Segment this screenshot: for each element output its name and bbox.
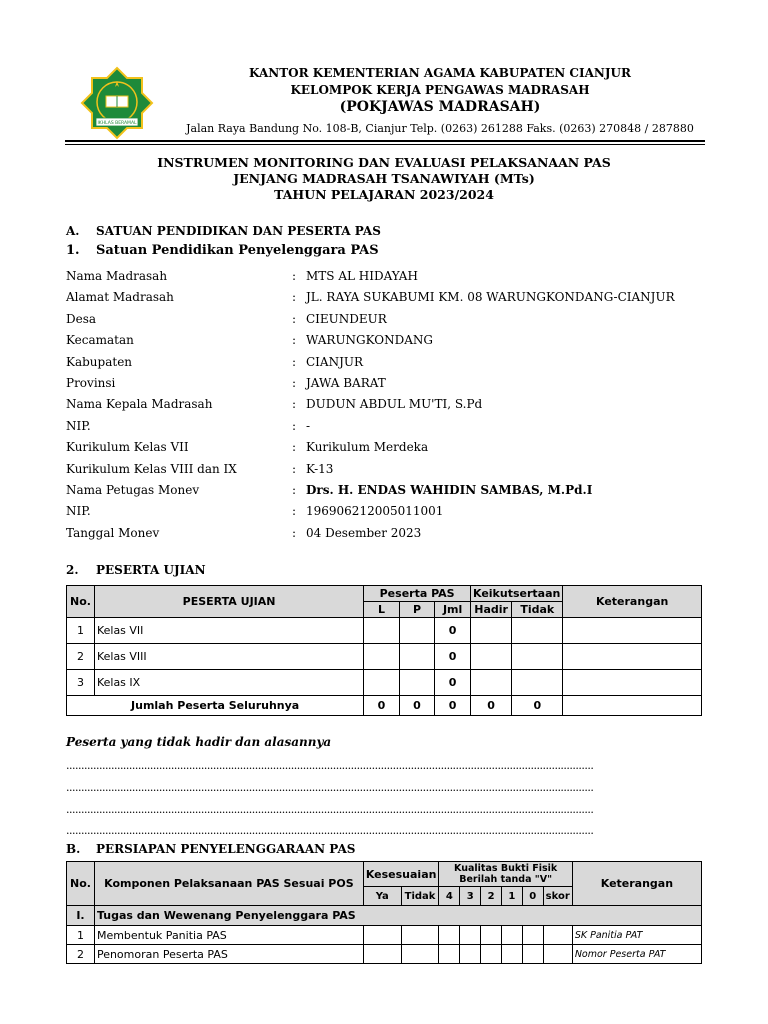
dotted-line-1: ................................................................................................................................................................................ xyxy=(66,759,594,772)
section-a1-num: 1. xyxy=(66,243,80,258)
t2-cell-check[interactable] xyxy=(481,945,502,964)
t1-header-keterangan: Keterangan xyxy=(563,586,702,618)
header-line-3: (POKJAWAS MADRASAH) xyxy=(339,99,541,115)
t1-header-hadir: Hadir xyxy=(471,602,512,618)
t1-header-l: L xyxy=(364,602,400,618)
section-a2-num: 2. xyxy=(66,563,79,577)
t1-cell-tidak xyxy=(512,644,563,670)
t2-cell-check[interactable] xyxy=(522,945,543,964)
preparation-table xyxy=(66,861,702,964)
t2-header-no: No. xyxy=(67,862,95,906)
section-b-title: PERSIAPAN PENYELENGGARAAN PAS xyxy=(96,842,356,856)
t2-group-no: I. xyxy=(67,906,95,926)
t1-cell-hadir xyxy=(471,670,512,696)
t1-cell-jml: 0 xyxy=(435,670,471,696)
t2-header-keterangan: Keterangan xyxy=(572,862,701,906)
t1-cell-p xyxy=(399,644,435,670)
doc-title-3: TAHUN PELAJARAN 2023/2024 xyxy=(274,187,494,202)
t1-header-tidak: Tidak xyxy=(512,602,563,618)
doc-title-1: INSTRUMEN MONITORING DAN EVALUASI PELAKSANAAN PAS xyxy=(157,155,611,170)
t2-header-komponen: Komponen Pelaksanaan PAS Sesuai POS xyxy=(94,862,363,906)
t2-cell-check[interactable] xyxy=(481,926,502,945)
info-value: 196906212005011001 xyxy=(306,504,444,519)
t1-header-peserta: PESERTA UJIAN xyxy=(94,586,363,618)
t1-total-ket xyxy=(563,696,702,716)
info-colon: : xyxy=(292,440,297,455)
t1-cell-name: Kelas VII xyxy=(94,618,363,644)
t2-header-1: 1 xyxy=(501,887,522,906)
t2-cell-check[interactable] xyxy=(439,945,460,964)
info-label: Kecamatan xyxy=(66,333,134,348)
t1-cell-tidak xyxy=(512,618,563,644)
info-value: CIEUNDEUR xyxy=(306,311,387,326)
t1-total-p: 0 xyxy=(399,696,435,716)
t2-group-row xyxy=(67,906,702,926)
t2-header-kesesuaian: Kesesuaian xyxy=(363,862,439,887)
info-colon: : xyxy=(292,461,297,476)
info-colon: : xyxy=(292,397,297,412)
t2-cell-check[interactable] xyxy=(363,926,401,945)
t1-cell-name: Kelas VIII xyxy=(94,644,363,670)
t1-cell-l xyxy=(364,670,400,696)
section-a-title: SATUAN PENDIDIKAN DAN PESERTA PAS xyxy=(96,224,381,238)
info-label: Kabupaten xyxy=(66,354,133,369)
t2-cell-check[interactable] xyxy=(401,926,439,945)
t1-header-keikutsertaan: Keikutsertaan xyxy=(471,586,563,602)
header-line-2: KELOMPOK KERJA PENGAWAS MADRASAH xyxy=(290,83,590,97)
t2-header-2: 2 xyxy=(481,887,502,906)
header-line-1: KANTOR KEMENTERIAN AGAMA KABUPATEN CIANJUR xyxy=(249,66,631,80)
info-label: NIP. xyxy=(66,418,91,433)
t1-cell-no: 3 xyxy=(67,670,95,696)
header-address: Jalan Raya Bandung No. 108-B, Cianjur Telp. (0263) 261288 Faks. (0263) 270848 / 287880 xyxy=(186,122,694,135)
section-a-num: A. xyxy=(66,224,80,238)
t1-total-tidak: 0 xyxy=(512,696,563,716)
t1-cell-tidak xyxy=(512,670,563,696)
info-colon: : xyxy=(292,418,297,433)
info-label: NIP. xyxy=(66,504,91,519)
t1-cell-ket xyxy=(563,670,702,696)
t2-cell-check[interactable] xyxy=(543,945,572,964)
t1-header-no: No. xyxy=(67,586,95,618)
info-colon: : xyxy=(292,333,297,348)
t2-cell-name: Membentuk Panitia PAS xyxy=(94,926,363,945)
t1-cell-p xyxy=(399,618,435,644)
t1-cell-ket xyxy=(563,644,702,670)
absent-note: Peserta yang tidak hadir dan alasannya xyxy=(66,735,332,749)
t1-total-label: Jumlah Peserta Seluruhnya xyxy=(67,696,364,716)
t2-cell-check[interactable] xyxy=(401,945,439,964)
t2-cell-no: 1 xyxy=(67,926,95,945)
info-value: - xyxy=(306,418,311,433)
t2-cell-check[interactable] xyxy=(363,945,401,964)
info-label: Nama Kepala Madrasah xyxy=(66,397,213,412)
info-label: Kurikulum Kelas VII xyxy=(66,440,189,455)
info-colon: : xyxy=(292,525,297,540)
section-a2-title: PESERTA UJIAN xyxy=(96,563,206,577)
info-label: Nama Petugas Monev xyxy=(66,483,200,497)
info-colon: : xyxy=(292,376,297,390)
info-label: Provinsi xyxy=(66,376,116,390)
section-a1-heading xyxy=(66,243,379,258)
section-b-heading xyxy=(66,842,355,856)
section-a-heading xyxy=(66,224,381,238)
header-rule-thin xyxy=(65,144,705,145)
t2-cell-check[interactable] xyxy=(439,926,460,945)
t2-header-0: 0 xyxy=(522,887,543,906)
t2-cell-check[interactable] xyxy=(460,926,481,945)
logo-ribbon-text: IKHLAS BERAMAL xyxy=(97,121,137,126)
t2-cell-check[interactable] xyxy=(522,926,543,945)
t2-header-skor: skor xyxy=(543,887,572,906)
info-colon: : xyxy=(292,483,297,497)
t1-cell-name: Kelas IX xyxy=(94,670,363,696)
t2-cell-check[interactable] xyxy=(543,926,572,945)
t1-cell-jml: 0 xyxy=(435,644,471,670)
info-colon: : xyxy=(292,269,297,283)
info-value: K-13 xyxy=(306,461,334,476)
t1-total-jml: 0 xyxy=(435,696,471,716)
info-value: 04 Desember 2023 xyxy=(306,525,422,540)
t1-cell-ket xyxy=(563,618,702,644)
info-colon: : xyxy=(292,311,297,326)
info-label: Kurikulum Kelas VIII dan IX xyxy=(66,461,237,476)
t1-cell-jml: 0 xyxy=(435,618,471,644)
dotted-line-4: ................................................................................................................................................................................ xyxy=(66,824,594,837)
t2-cell-ket: SK Panitia PAT xyxy=(572,926,701,945)
doc-title-2: JENJANG MADRASAH TSANAWIYAH (MTs) xyxy=(233,171,535,186)
info-colon: : xyxy=(292,354,297,369)
t2-cell-check[interactable] xyxy=(501,926,522,945)
info-value: JL. RAYA SUKABUMI KM. 08 WARUNGKONDANG-CIANJUR xyxy=(306,290,675,305)
t2-header-3: 3 xyxy=(460,887,481,906)
info-label: Alamat Madrasah xyxy=(66,290,174,305)
t1-cell-no: 2 xyxy=(67,644,95,670)
t1-total-row xyxy=(67,696,702,716)
info-label: Desa xyxy=(66,311,97,326)
t1-cell-hadir xyxy=(471,644,512,670)
table-row xyxy=(67,618,702,644)
info-colon: : xyxy=(292,504,297,519)
t1-cell-no: 1 xyxy=(67,618,95,644)
info-value: CIANJUR xyxy=(306,354,364,369)
t1-cell-l xyxy=(364,644,400,670)
t2-header-4: 4 xyxy=(439,887,460,906)
t1-cell-hadir xyxy=(471,618,512,644)
t2-header-tidak: Tidak xyxy=(401,887,439,906)
section-a1-title: Satuan Pendidikan Penyelenggara PAS xyxy=(96,243,379,258)
t1-header-pas: Peserta PAS xyxy=(364,586,471,602)
table-row xyxy=(67,926,702,945)
t2-header-kualitas: Kualitas Bukti Fisik Berilah tanda "V" xyxy=(439,862,572,887)
dotted-line-2: ................................................................................................................................................................................ xyxy=(66,781,594,794)
info-value: WARUNGKONDANG xyxy=(306,333,433,348)
t2-cell-ket: Nomor Peserta PAT xyxy=(572,945,701,964)
t2-group-title: Tugas dan Wewenang Penyelenggara PAS xyxy=(94,906,701,926)
header-rule-thick xyxy=(65,140,705,142)
t1-cell-l xyxy=(364,618,400,644)
t2-header-ya: Ya xyxy=(363,887,401,906)
t1-total-hadir: 0 xyxy=(471,696,512,716)
table-row xyxy=(67,945,702,964)
dotted-line-3: ................................................................................................................................................................................ xyxy=(66,803,594,816)
info-value: DUDUN ABDUL MU'TI, S.Pd xyxy=(306,397,483,412)
info-label: Tanggal Monev xyxy=(66,525,160,540)
table-row xyxy=(67,670,702,696)
section-b-num: B. xyxy=(66,842,81,856)
info-colon: : xyxy=(292,290,297,305)
info-value: Kurikulum Merdeka xyxy=(306,440,429,455)
info-value: JAWA BARAT xyxy=(306,376,386,390)
t2-cell-name: Penomoran Peserta PAS xyxy=(94,945,363,964)
info-label: Nama Madrasah xyxy=(66,269,168,283)
t2-cell-check[interactable] xyxy=(460,945,481,964)
kemenag-logo xyxy=(80,66,154,140)
t1-header-p: P xyxy=(399,602,435,618)
t1-header-jml: Jml xyxy=(435,602,471,618)
section-a2-heading xyxy=(66,563,206,577)
t1-total-l: 0 xyxy=(364,696,400,716)
info-value: Drs. H. ENDAS WAHIDIN SAMBAS, M.Pd.I xyxy=(306,483,593,497)
t1-cell-p xyxy=(399,670,435,696)
t2-cell-no: 2 xyxy=(67,945,95,964)
t2-cell-check[interactable] xyxy=(501,945,522,964)
table-row xyxy=(67,644,702,670)
participant-table xyxy=(66,585,702,716)
info-value: MTS AL HIDAYAH xyxy=(306,269,418,283)
